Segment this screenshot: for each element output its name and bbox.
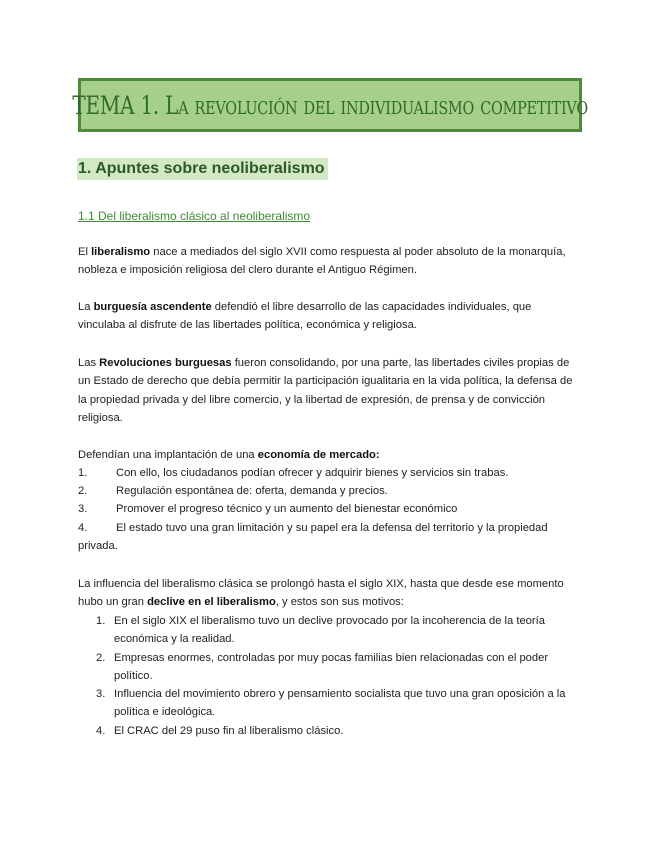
- document-title: TEMA 1. La revolución del individualismo competitivo: [72, 90, 588, 120]
- ordered-list-motivos: [96, 612, 576, 740]
- list-item: 1. Con ello, los ciudadanos podían ofrecer y adquirir bienes y servicios sin trabas.: [78, 467, 509, 479]
- list-item: 3. Influencia del movimiento obrero y pensamiento socialista que tuvo una gran oposición a la política e ideológica.: [96, 688, 566, 719]
- paragraph-declive: La influencia del liberalismo clásica se prolongó hasta el siglo XIX, hasta que desde ese momento hubo un gran declive en el liberalismo, y estos son sus motivos:: [78, 578, 564, 609]
- paragraph-liberalismo: El liberalismo nace a mediados del siglo XVII como respuesta al poder absoluto de la monarquía, nobleza e imposición religiosa del clero durante el Antiguo Régimen.: [78, 246, 566, 277]
- paragraph-economia-mercado: Defendían una implantación de una economía de mercado:: [78, 449, 380, 461]
- paragraph-revoluciones: Las Revoluciones burguesas fueron consolidando, por una parte, las libertades civiles propias de un Estado de derecho que debía permitir la participación igualitaria en la vida política, la defensa de la propiedad privada y del libre comercio, y la libertad de expresión, de prensa y de convicción religiosa.: [78, 357, 573, 424]
- list-item: 3. Promover el progreso técnico y un aumento del bienestar económico: [78, 503, 458, 515]
- section-heading: 1. Apuntes sobre neoliberalismo: [77, 158, 328, 180]
- list-item: 4. El CRAC del 29 puso fin al liberalismo clásico.: [96, 724, 344, 737]
- list-item: 2. Regulación espontánea de: oferta, demanda y precios.: [78, 485, 388, 497]
- title-banner: [72, 78, 588, 132]
- subsection-heading: 1.1 Del liberalismo clásico al neoliberalismo: [78, 209, 311, 223]
- list-item: 2. Empresas enormes, controladas por muy pocas familias bien relacionadas con el poder político.: [96, 651, 549, 682]
- paragraph-burguesia: La burguesía ascendente defendió el libre desarrollo de las capacidades individuales, que vinculaba al disfrute de las libertades política, económica y religiosa.: [78, 301, 532, 332]
- list-item: 1. En el siglo XIX el liberalismo tuvo un declive provocado por la incoherencia de la teoría económica y la realidad.: [96, 615, 545, 646]
- list-item: 4. El estado tuvo una gran limitación y su papel era la defensa del territorio y la propiedad privada.: [78, 522, 548, 553]
